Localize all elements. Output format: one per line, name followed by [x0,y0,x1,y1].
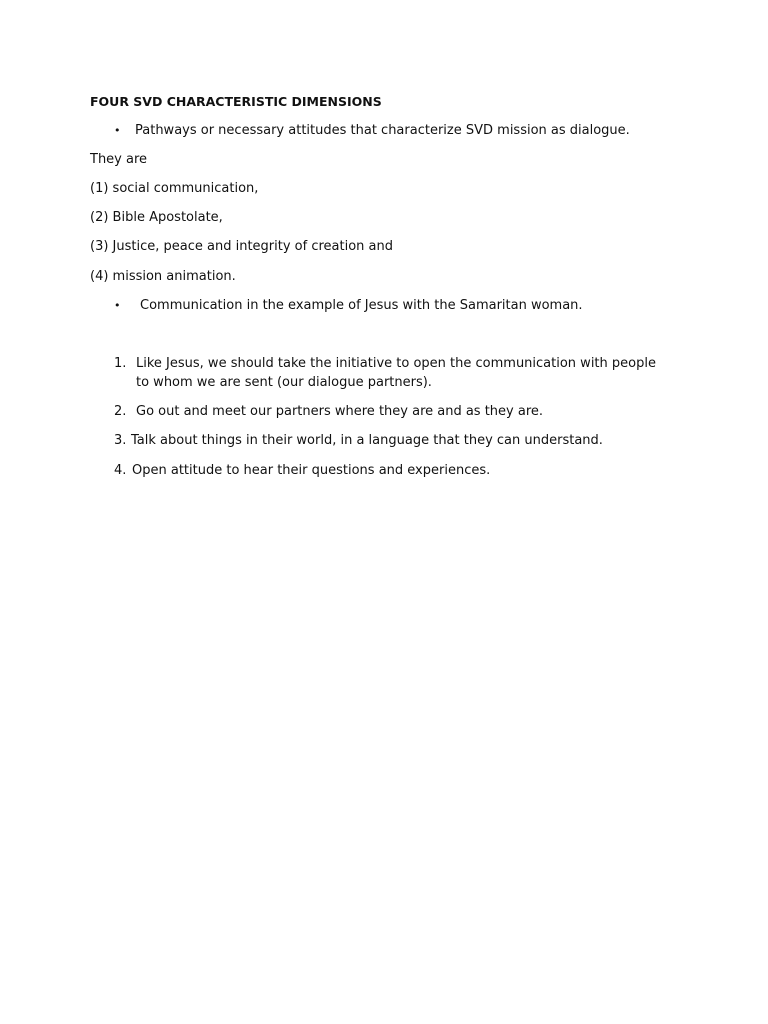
dimension-item: (4) mission animation. [90,269,236,284]
step-number: 3. [114,433,127,448]
step-number: 4. [114,463,127,478]
intro-text: They are [90,152,148,167]
step-number: 1. [114,356,127,371]
step-number: 2. [114,404,127,419]
step-text: Like Jesus, we should take the initiative to open the communication with people [136,356,656,371]
dimension-item: (2) Bible Apostolate, [90,210,223,225]
bullet-text-communication: Communication in the example of Jesus with the Samaritan woman. [140,298,583,313]
step-text: Open attitude to hear their questions and experiences. [132,463,491,478]
bullet-marker: • [114,299,121,312]
bullet-marker: • [114,124,121,137]
step-text: Talk about things in their world, in a language that they can understand. [131,433,603,448]
step-text: Go out and meet our partners where they are and as they are. [136,404,544,419]
bullet-text-pathways: Pathways or necessary attitudes that characterize SVD mission as dialogue. [135,123,630,138]
document-heading: FOUR SVD CHARACTERISTIC DIMENSIONS [90,94,382,109]
dimension-item: (1) social communication, [90,181,259,196]
step-text: to whom we are sent (our dialogue partners). [136,375,432,390]
dimension-item: (3) Justice, peace and integrity of creation and [90,239,393,254]
